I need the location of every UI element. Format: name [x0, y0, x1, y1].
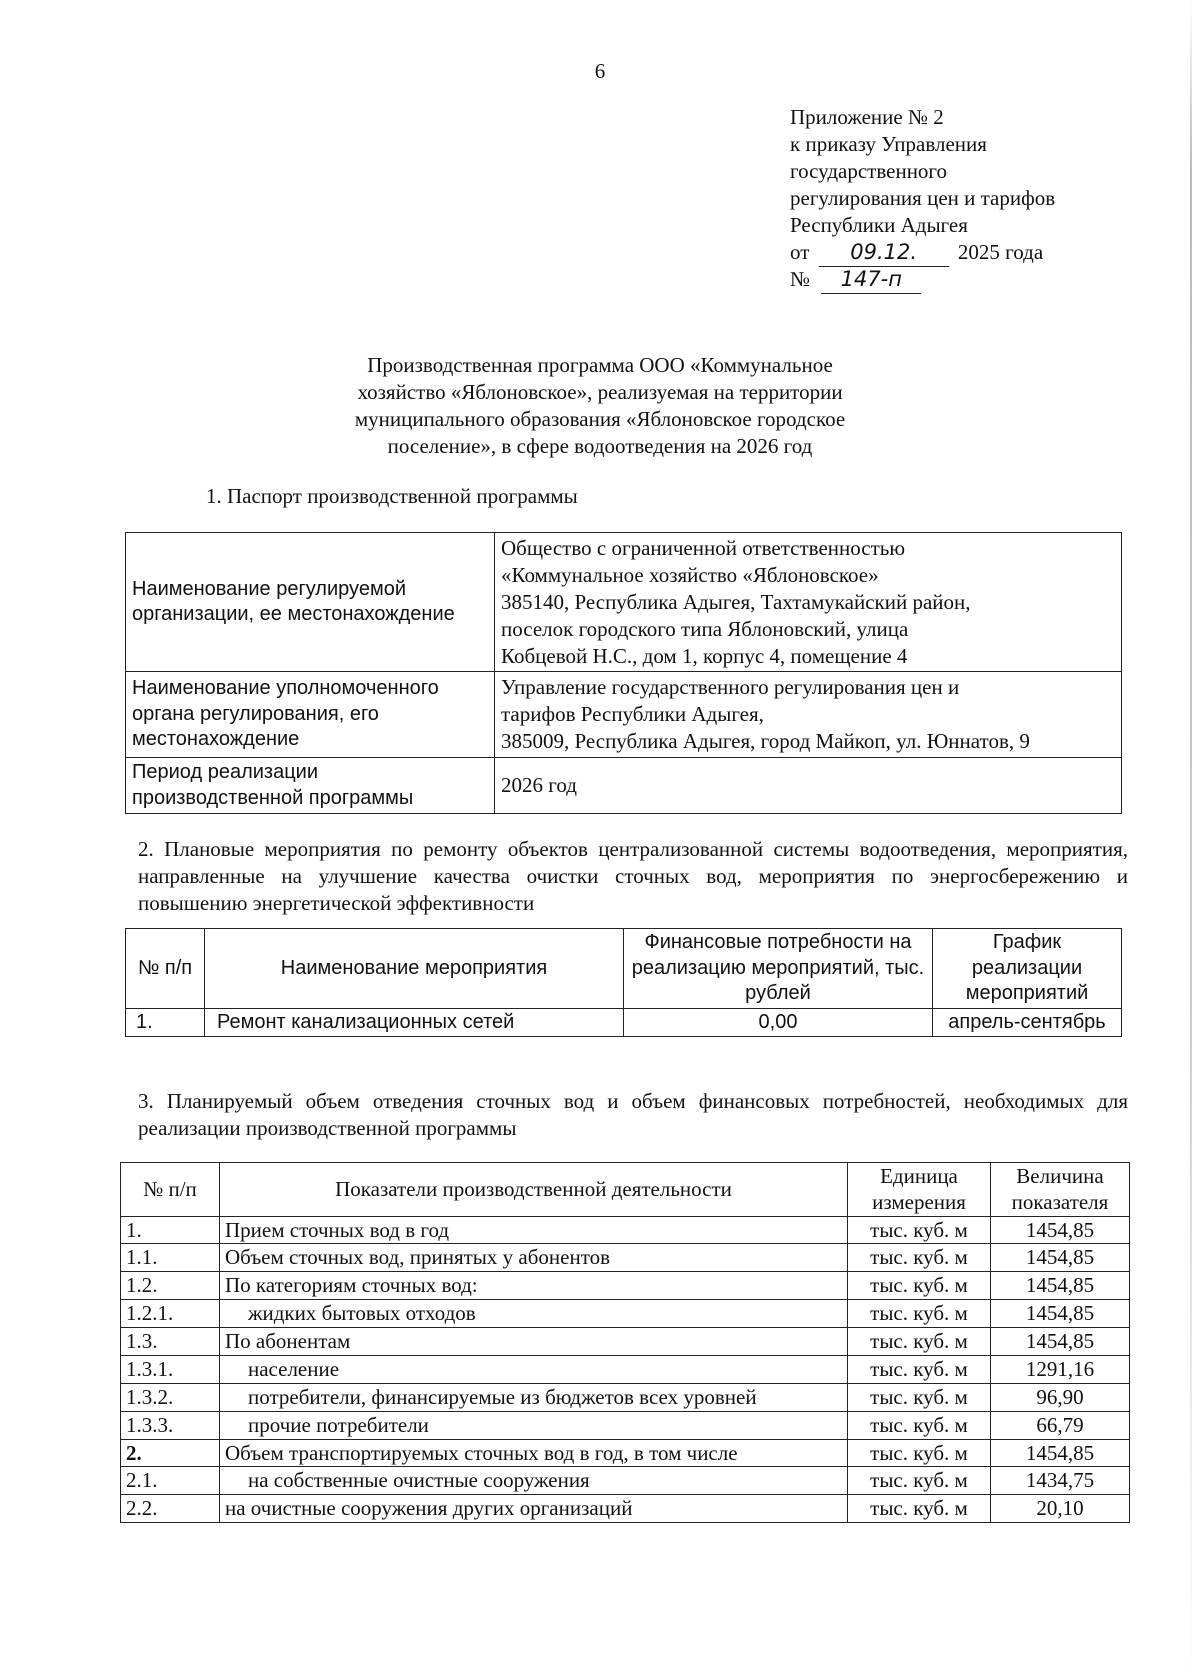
value-line: 385009, Республика Адыгея, город Майкоп, ул. Юннатов, 9: [501, 729, 1030, 754]
volume-header-row: [121, 1163, 1130, 1217]
header-indicator: Показатели производственной деятельности: [220, 1163, 848, 1217]
table-row: [121, 1216, 1130, 1244]
row-no: 1.3.1.: [121, 1355, 220, 1383]
table-row: [121, 1439, 1130, 1467]
value-line: тарифов Республики Адыгея,: [501, 702, 764, 727]
row-no: 1.2.1.: [121, 1300, 220, 1328]
passport-value: [495, 758, 1122, 814]
table-row: [121, 1328, 1130, 1356]
passport-table: [125, 532, 1122, 814]
row-unit: тыс. куб. м: [848, 1411, 991, 1439]
passport-label: Наименование регулируемой организации, ее местонахождение: [126, 533, 495, 672]
row-unit: тыс. куб. м: [848, 1383, 991, 1411]
row-unit: тыс. куб. м: [848, 1439, 991, 1467]
row-indicator: Прием сточных вод в год: [220, 1216, 848, 1244]
row-indicator: на собственные очистные сооружения: [220, 1467, 848, 1495]
row-no: 1.3.2.: [121, 1383, 220, 1411]
header-finance: Финансовые потребности на реализацию мероприятий, тыс. рублей: [624, 929, 933, 1009]
table-row: [121, 1300, 1130, 1328]
table-row: [121, 1272, 1130, 1300]
row-indicator: население: [220, 1355, 848, 1383]
header-name: Наименование мероприятия: [205, 929, 624, 1009]
volume-table: [120, 1162, 1130, 1523]
value-line: 2026 год: [501, 773, 577, 798]
table-row: [121, 1383, 1130, 1411]
row-value: 1454,85: [991, 1328, 1130, 1356]
value-line: Общество с ограниченной ответственностью: [501, 536, 906, 560]
table-row: [121, 1244, 1130, 1272]
row-indicator: По категориям сточных вод:: [220, 1272, 848, 1300]
row-indicator: Объем транспортируемых сточных вод в год, в том числе: [220, 1439, 848, 1467]
passport-row: [126, 758, 1122, 814]
row-indicator: прочие потребители: [220, 1411, 848, 1439]
row-unit: тыс. куб. м: [848, 1300, 991, 1328]
appendix-number-line: [790, 266, 1150, 293]
row-value: 1434,75: [991, 1467, 1130, 1495]
passport-value: [495, 533, 1122, 672]
event-name: Ремонт канализационных сетей: [205, 1008, 624, 1037]
title-line: муниципального образования «Яблоновское городское: [354, 406, 846, 431]
section2-heading: 2. Плановые мероприятия по ремонту объектов централизованной системы водоотведения, мероприятия, направленные на улучшение качества очистки сточных вод, мероприятия по энергосбережению и повышению энергетической эффективности: [138, 837, 1128, 915]
appendix-line: Республики Адыгея: [790, 213, 968, 237]
row-unit: тыс. куб. м: [848, 1495, 991, 1523]
passport-label: Период реализации производственной программы: [126, 758, 495, 814]
value-line: 385140, Республика Адыгея, Тахтамукайский район,: [501, 589, 971, 614]
title-line: хозяйство «Яблоновское», реализуемая на территории: [357, 379, 843, 404]
row-value: 96,90: [991, 1383, 1130, 1411]
row-unit: тыс. куб. м: [848, 1272, 991, 1300]
passport-label: Наименование уполномоченного органа регулирования, его местонахождение: [126, 672, 495, 758]
events-row: [126, 1008, 1122, 1037]
row-no: 1.1.: [121, 1244, 220, 1272]
row-unit: тыс. куб. м: [848, 1355, 991, 1383]
row-unit: тыс. куб. м: [848, 1328, 991, 1356]
event-finance: 0,00: [624, 1008, 933, 1037]
appendix-header: [790, 104, 1150, 293]
row-indicator: По абонентам: [220, 1328, 848, 1356]
handwritten-date: 09.12.: [819, 239, 949, 267]
row-indicator: на очистные сооружения других организаций: [220, 1495, 848, 1523]
header-no: № п/п: [121, 1163, 220, 1217]
title-line: Производственная программа ООО «Коммунальное: [367, 353, 833, 377]
row-indicator: потребители, финансируемые из бюджетов всех уровней: [220, 1383, 848, 1411]
row-no: 2.2.: [121, 1495, 220, 1523]
events-header-row: [126, 929, 1122, 1009]
title-line: поселение», в сфере водоотведения на 2026 год: [387, 433, 813, 458]
header-no: № п/п: [126, 929, 205, 1009]
row-no: 2.: [121, 1439, 220, 1467]
row-no: 1.3.: [121, 1328, 220, 1356]
header-schedule: График реализации мероприятий: [933, 929, 1122, 1009]
row-no: 1.3.3.: [121, 1411, 220, 1439]
section3-heading: 3. Планируемый объем отведения сточных вод и объем финансовых потребностей, необходимых для реализации производственной программы: [138, 1089, 1128, 1140]
date-suffix: 2025 года: [957, 240, 1044, 264]
row-value: 20,10: [991, 1495, 1130, 1523]
row-value: 66,79: [991, 1411, 1130, 1439]
events-table: [125, 928, 1122, 1037]
table-row: [121, 1355, 1130, 1383]
value-line: поселок городского типа Яблоновский, улица: [501, 616, 909, 641]
appendix-line: государственного: [790, 159, 948, 183]
table-row: [121, 1411, 1130, 1439]
value-line: Управление государственного регулирования цен и: [501, 675, 960, 700]
row-value: 1291,16: [991, 1355, 1130, 1383]
row-value: 1454,85: [991, 1300, 1130, 1328]
row-unit: тыс. куб. м: [848, 1244, 991, 1272]
row-indicator: жидких бытовых отходов: [220, 1300, 848, 1328]
appendix-line: Приложение № 2: [790, 105, 944, 129]
row-value: 1454,85: [991, 1272, 1130, 1300]
row-value: 1454,85: [991, 1439, 1130, 1467]
value-line: «Коммунальное хозяйство «Яблоновское»: [501, 562, 879, 587]
row-no: 1.2.: [121, 1272, 220, 1300]
row-no: 1.: [121, 1216, 220, 1244]
event-schedule: апрель-сентябрь: [933, 1008, 1122, 1037]
table-row: [121, 1467, 1130, 1495]
passport-row: [126, 672, 1122, 758]
row-value: 1454,85: [991, 1244, 1130, 1272]
handwritten-number: 147-п: [821, 266, 921, 294]
appendix-line: к приказу Управления: [790, 132, 987, 156]
row-no: 2.1.: [121, 1467, 220, 1495]
event-no: 1.: [126, 1008, 205, 1037]
number-prefix: №: [790, 267, 811, 291]
row-indicator: Объем сточных вод, принятых у абонентов: [220, 1244, 848, 1272]
row-unit: тыс. куб. м: [848, 1467, 991, 1495]
row-unit: тыс. куб. м: [848, 1216, 991, 1244]
value-line: Кобцевой Н.С., дом 1, корпус 4, помещение 4: [501, 643, 908, 668]
scan-edge-line: [1190, 0, 1192, 1679]
row-value: 1454,85: [991, 1216, 1130, 1244]
section1-heading: 1. Паспорт производственной программы: [206, 484, 578, 508]
page-number: 6: [594, 59, 606, 83]
passport-value: [495, 672, 1122, 758]
appendix-date-line: [790, 239, 1150, 266]
document-title: [250, 352, 950, 460]
passport-row: [126, 533, 1122, 672]
date-prefix: от: [790, 240, 810, 264]
header-unit: Единица измерения: [848, 1163, 991, 1217]
table-row: [121, 1495, 1130, 1523]
header-value: Величина показателя: [991, 1163, 1130, 1217]
appendix-line: регулирования цен и тарифов: [790, 186, 1056, 210]
